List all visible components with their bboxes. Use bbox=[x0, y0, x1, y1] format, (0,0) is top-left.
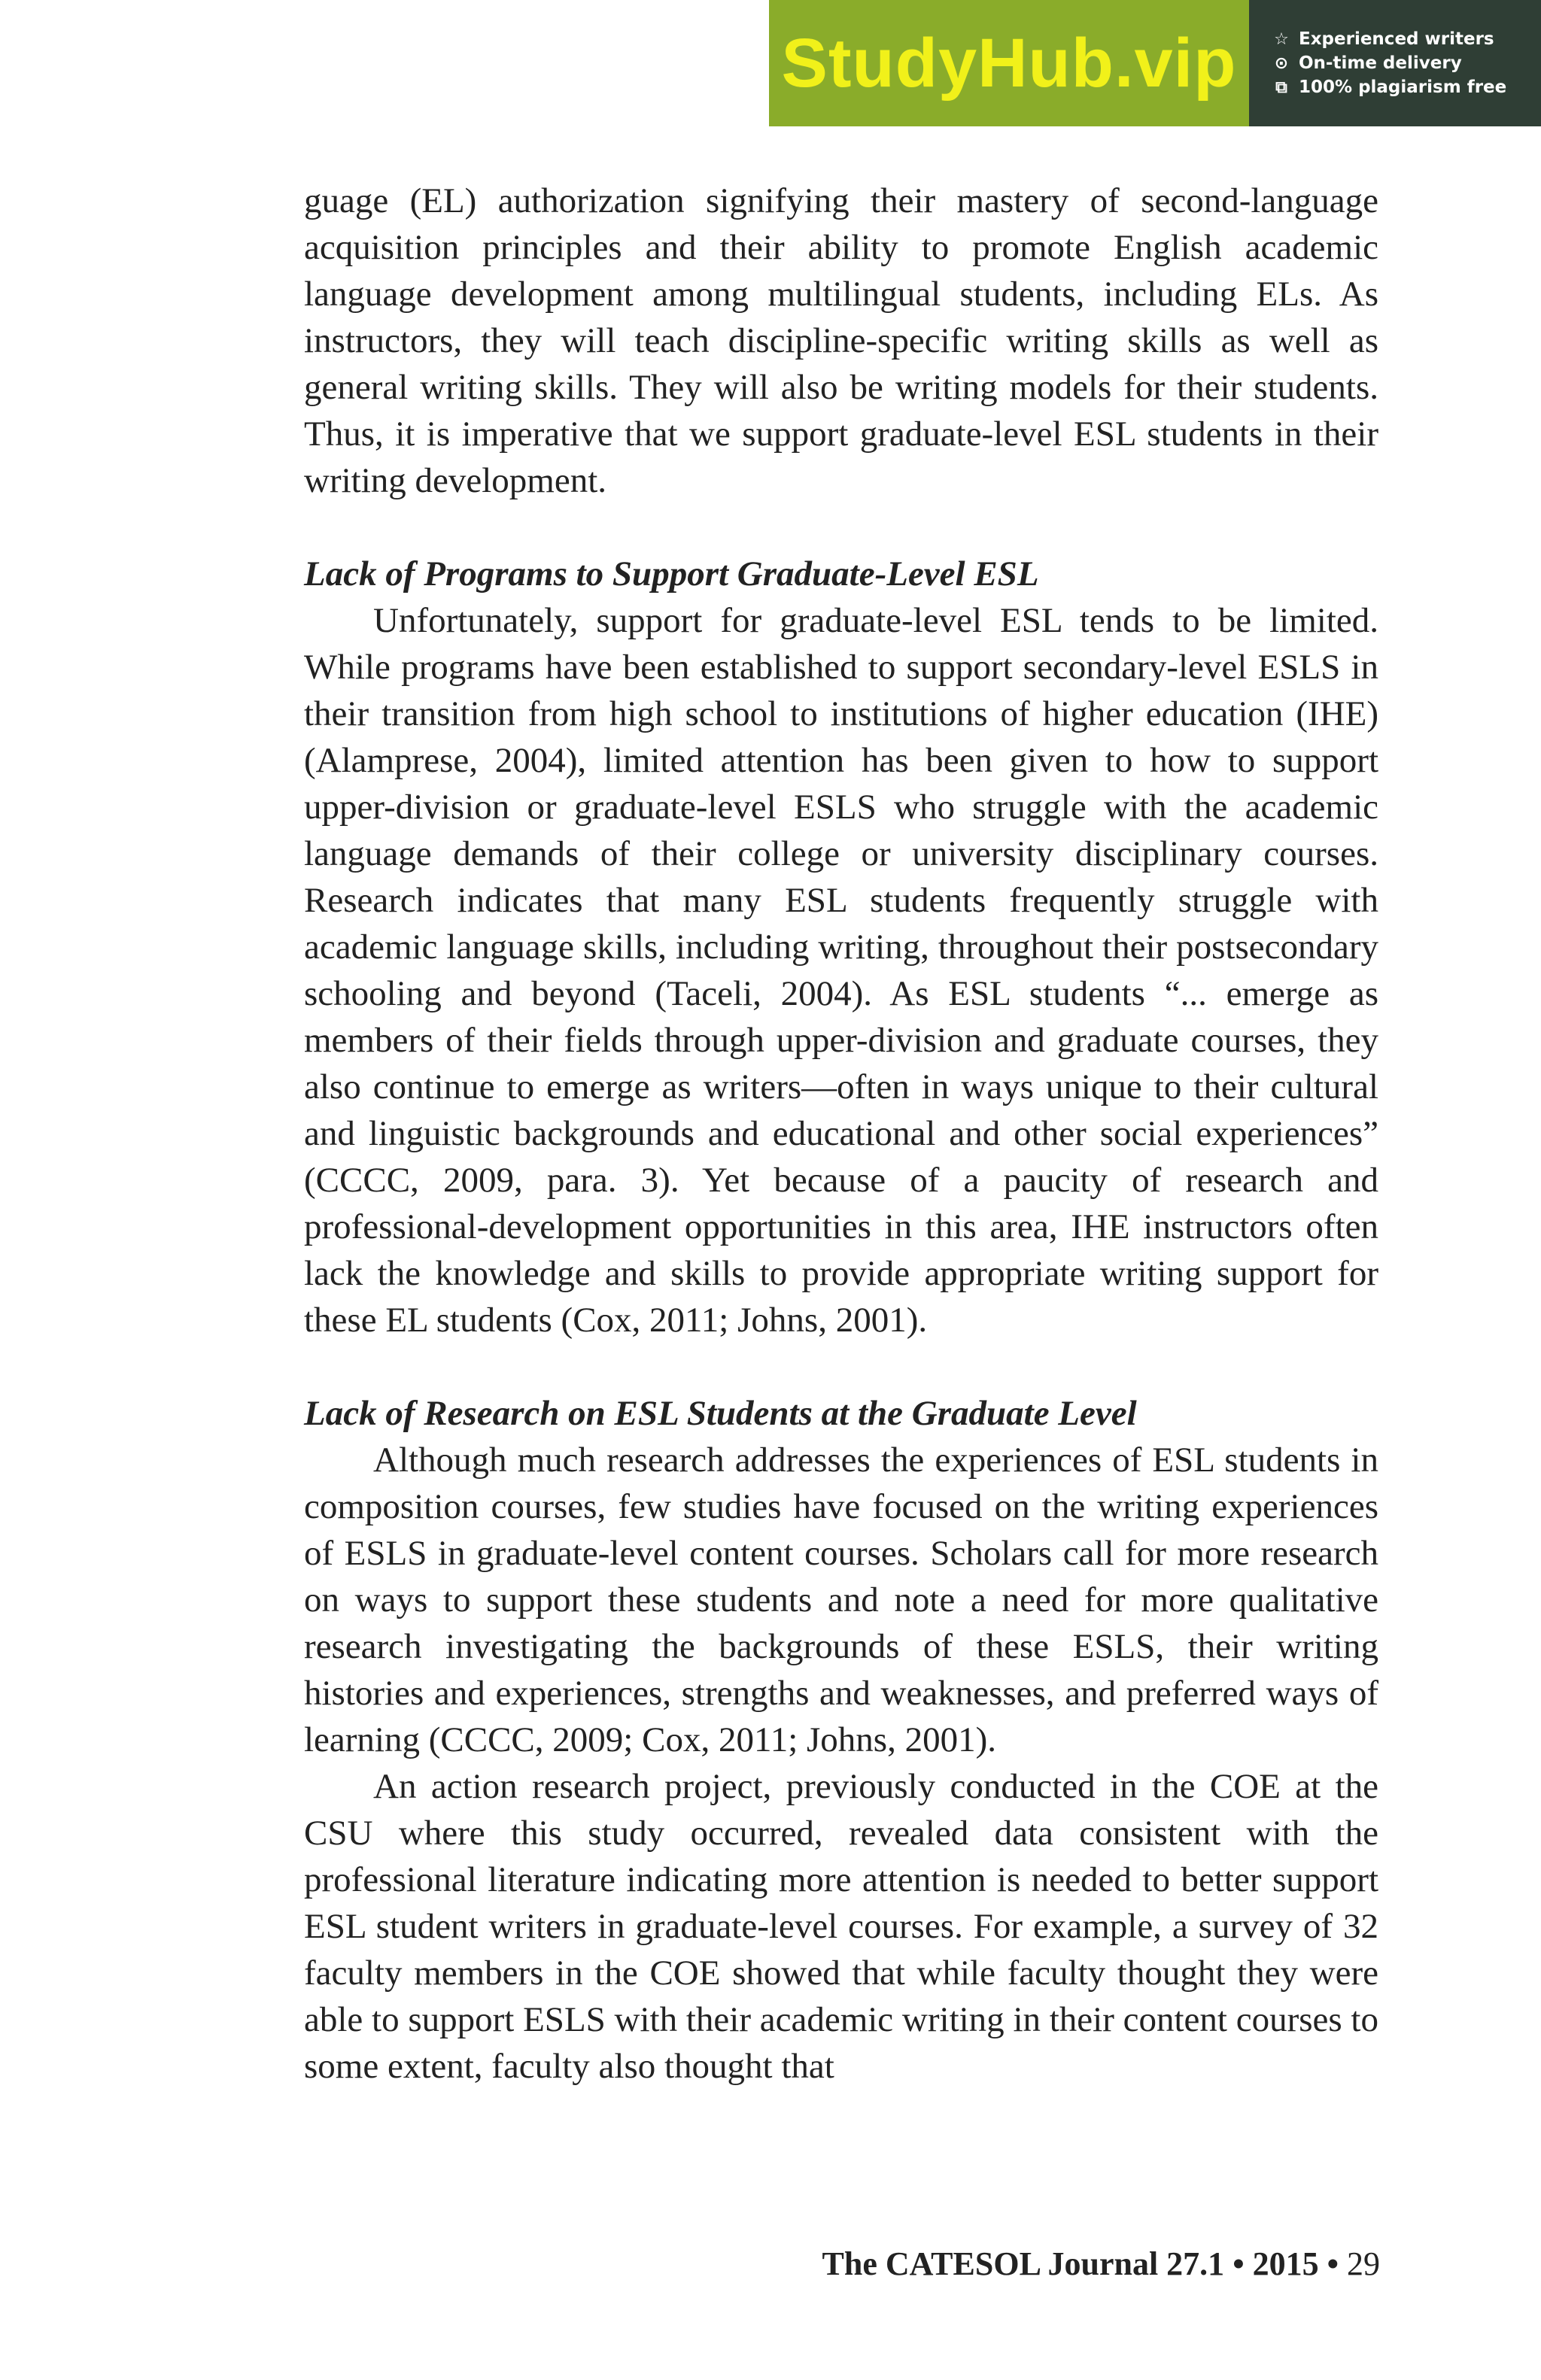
page-number: 29 bbox=[1347, 2245, 1380, 2282]
feature-on-time-delivery bbox=[1272, 53, 1541, 73]
feature-experienced-writers bbox=[1272, 29, 1541, 49]
page-footer bbox=[822, 2243, 1380, 2285]
feature-label: 100% plagiarism free bbox=[1299, 77, 1507, 97]
journal-title: The CATESOL Journal 27.1 bbox=[822, 2245, 1225, 2282]
paragraph-continued: guage (EL) authorization signifying their mastery of second-language acquisition principles and their ability to promote English academic language development among multilingual students, including ELs. As instructors, they will teach discipline-specific writing skills as well as general writing skills. They will also be writing models for their students. Thus, it is imperative that we support graduate-level ESL students in their writing development. bbox=[304, 181, 1378, 500]
ad-banner[interactable] bbox=[769, 0, 1541, 126]
section-heading-programs: Lack of Programs to Support Graduate-Level ESL bbox=[304, 554, 1039, 593]
feature-label: Experienced writers bbox=[1299, 29, 1494, 49]
feature-plagiarism-free bbox=[1272, 77, 1541, 97]
footer-bullet: • bbox=[1327, 2245, 1339, 2282]
section-heading-research: Lack of Research on ESL Students at the Graduate Level bbox=[304, 1394, 1137, 1433]
footer-bullet: • bbox=[1232, 2245, 1245, 2282]
banner-logo[interactable]: StudyHub.vip bbox=[769, 0, 1249, 126]
article-body bbox=[304, 178, 1378, 2090]
clock-icon: ⊙ bbox=[1274, 53, 1289, 73]
banner-features bbox=[1249, 0, 1541, 126]
paragraph-research: Although much research addresses the experiences of ESL students in composition courses, few studies have focused on the writing experiences of ESLS in graduate-level content courses. Scholars call for more research on ways to support these students and note a need for more qualitative research investigating the backgrounds of these ESLS, their writing histories and experiences, strengths and weaknesses, and preferred ways of learning (CCCC, 2009; Cox, 2011; Johns, 2001). bbox=[304, 1440, 1378, 1759]
copy-icon: ⧉ bbox=[1275, 77, 1287, 97]
paragraph-programs: Unfortunately, support for graduate-level ESL tends to be limited. While programs have been established to support secondary-level ESLS in their transition from high school to institutions of higher education (IHE) (Alamprese, 2004), limited attention has been given to how to support upper-division or graduate-level ESLS who struggle with the academic language demands of their college or university disciplinary courses. Research indicates that many ESL students frequently struggle with academic language skills, including writing, throughout their postsecondary schooling and beyond (Taceli, 2004). As ESL students “... emerge as members of their fields through upper-division and graduate courses, they also continue to emerge as writers—often in ways unique to their cultural and linguistic backgrounds and educational and other social experiences” (CCCC, 2009, para. 3). Yet because of a paucity of research and professional-development opportunities in this area, IHE instructors often lack the knowledge and skills to provide appropriate writing support for these EL students (Cox, 2011; Johns, 2001). bbox=[304, 601, 1378, 1340]
paragraph-action-research: An action research project, previously conducted in the COE at the CSU where this study occurred, revealed data consistent with the professional literature indicating more attention is needed to better support ESL student writers in graduate-level courses. For example, a survey of 32 faculty members in the COE showed that while faculty thought they were able to support ESLS with their academic writing in their content courses to some extent, faculty also thought that bbox=[304, 1767, 1378, 2086]
journal-year: 2015 bbox=[1252, 2245, 1319, 2282]
feature-label: On-time delivery bbox=[1299, 53, 1462, 73]
star-icon: ☆ bbox=[1274, 29, 1289, 49]
